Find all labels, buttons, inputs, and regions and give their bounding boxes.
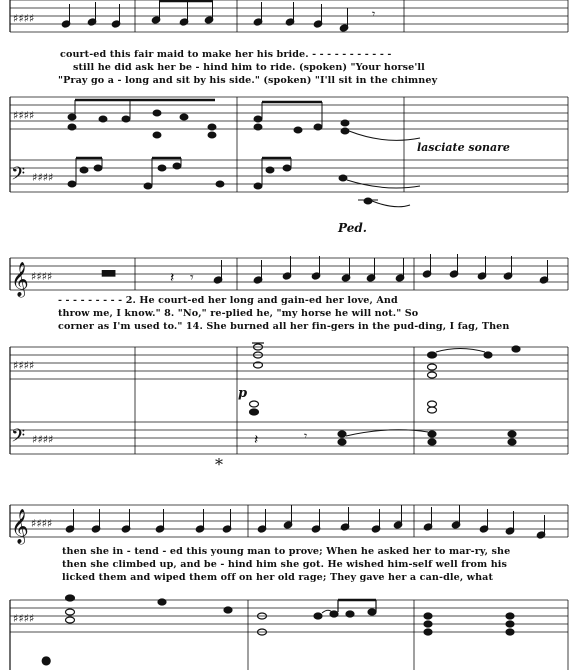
lyric-line-3: "Pray go a - long and sit by his side." (spoken) "I'll sit in the chimney [58,75,438,86]
pedal-marking: Ped. [338,221,367,235]
key-signature-sharps: ♯♯♯♯ [31,517,53,530]
quarter-rest-icon: 𝄽 [170,270,175,286]
lyrics-system-3 [62,546,510,583]
key-signature-sharps: ♯♯♯♯ [31,270,53,283]
eighth-rest-icon: 𝄾 [304,429,308,443]
lyric-line-1: court-ed this fair maid to make her his bride. - - - - - - - - - - - [60,49,392,60]
quarter-rest-icon: 𝄽 [254,432,259,448]
pedal-release-icon: * [215,455,223,474]
lyric-line-1: - - - - - - - - - 2. He court-ed her long and gain-ed her love, And [58,295,398,306]
key-signature-sharps: ♯♯♯♯ [32,433,54,446]
key-signature-sharps: ♯♯♯♯ [13,612,35,625]
vocal-notes-3 [65,505,546,539]
dynamic-piano: p [238,386,248,401]
tie-curve [372,201,410,207]
vocal-staff-1 [10,0,568,32]
lyric-line-2: throw me, I know." 8. "No," re-plied he, "my horse he will not." So [58,308,419,319]
lyric-line-3: corner as I'm used to." 14. She burned all her fin-gers in the pud-ding, I fag, Then [58,321,510,332]
key-signature-sharps: ♯♯♯♯ [13,359,35,372]
lyrics-system-2 [58,295,509,332]
system-3 [10,505,568,670]
bass-clef-icon: 𝄢 [11,426,26,451]
piano-treble-notes-3 [66,595,515,635]
vocal-notes-2 [213,254,549,284]
eighth-rest-icon: 𝄾 [190,270,194,286]
tie-curve [346,430,428,436]
bass-chord-icon: ● [41,653,52,667]
piano-bass-staff-2 [10,422,568,454]
key-signature-sharps: ♯♯♯♯ [13,109,35,122]
key-signature-sharps: ♯♯♯♯ [13,12,35,25]
lyric-line-2: still he did ask her be - hind him to ride. (spoken) "Your horse'll [73,62,425,73]
marking-lasciate-sonare: lasciate sonare [417,141,510,154]
bass-clef-icon: 𝄢 [11,164,26,189]
tie-curve [349,131,420,140]
tie-curve [436,349,485,353]
lyric-line-2: then she climbed up, and be - hind him she got. He wished him-self well from his [62,559,508,570]
treble-clef-icon: 𝄞 [11,509,29,544]
piano-treble-staff-3 [10,600,568,670]
piano-bass-notes-1 [68,158,378,204]
lyric-line-3: licked them and wiped them off on her old rage; They gave her a can-dle, what [62,572,494,583]
piano-treble-notes-1 [68,100,349,138]
lyrics-system-1 [58,49,438,86]
system-2 [10,254,568,474]
key-signature-sharps: ♯♯♯♯ [32,171,54,184]
piano-treble-notes-2 [252,343,520,378]
system-1 [10,0,568,235]
lyric-line-1: then she in - tend - ed this young man to prove; When he asked her to mar-ry, she [62,546,511,557]
whole-rest-icon: ▬ [100,262,118,283]
eighth-rest-icon: 𝄾 [372,7,376,21]
treble-clef-icon: 𝄞 [11,262,29,297]
